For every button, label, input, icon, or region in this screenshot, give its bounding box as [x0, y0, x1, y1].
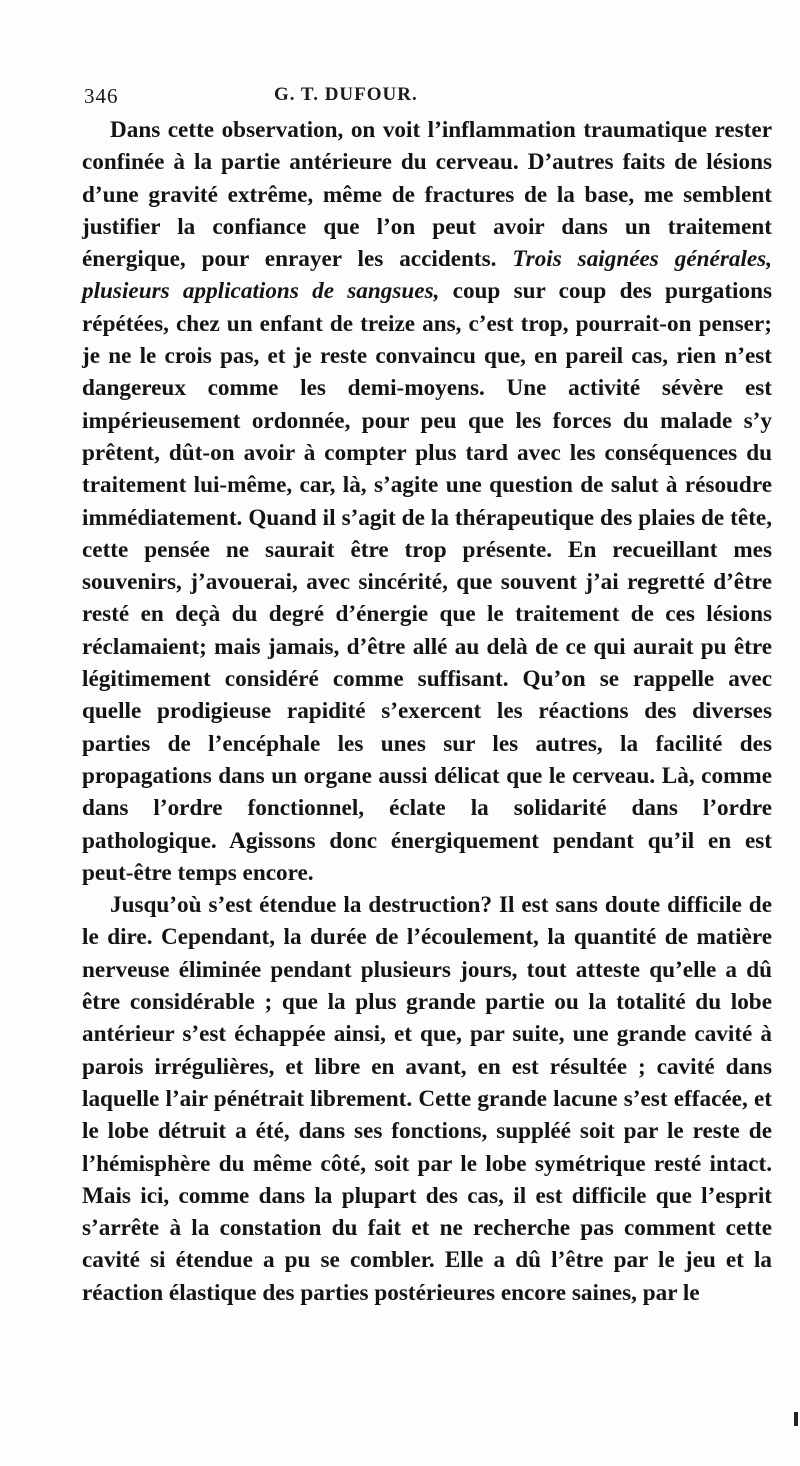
running-head — [84, 84, 774, 112]
running-head-author: G. T. DUFOUR. — [274, 84, 418, 105]
body-text — [82, 114, 772, 1309]
paragraph-1-italic: Trois saignées générales, plusieurs applications de sangsues, — [82, 246, 772, 305]
paragraph-1-text-b: coup sur coup des purgations répétées, chez un enfant de treize ans, c’est trop, pourrait-on penser; je ne le crois pas, et je reste convaincu que, en pareil cas, rien n’est dangereux comme les demi-moyens. Une activité sévère est impérieusement ordonnée, pour peu que les forces du malade s’y prêtent, dût-on avoir à compter plus tard avec les conséquences du traitement lui-même, car, là, s’agite une question de salut à résoudre immédiatement. Quand il s’agit de la thérapeutique des plaies de tête, cette pensée ne saurait être trop présente. En recueillant mes souvenirs, j’avouerai, avec sincérité, que souvent j’ai regretté d’être resté en deçà du degré d’énergie que le traitement de ces lésions réclamaient; mais jamais, d’être allé au delà de ce qui aurait pu être légitimement considéré comme suffisant. Qu’on se rappelle avec quelle prodigieuse rapidité s’exercent les réactions des diverses parties de l’encéphale les unes sur les autres, la facilité des propagations dans un organe aussi délicat que le cerveau. Là, comme dans l’ordre fonctionnel, éclate la solidarité dans l’ordre pathologique. Agissons donc énergiquement pendant qu’il en est peut-être temps encore. — [82, 278, 772, 886]
page-number: 346 — [84, 84, 119, 108]
paragraph-2 — [82, 889, 772, 1309]
paragraph-2-text: Jusqu’où s’est étendue la destruction? Il est sans doute difficile de le dire. Cependant, la durée de l’écoulement, la quantité de matière nerveuse éliminée pendant plusieurs jours, tout atteste qu’elle a dû être considérable ; que la plus grande partie ou la totalité du lobe antérieur s’est échappée ainsi, et que, par suite, une grande cavité à parois irrégulières, et libre en avant, en est résultée ; cavité dans laquelle l’air pénétrait librement. Cette grande lacune s’est effacée, et le lobe détruit a été, dans ses fonctions, suppléé soit par le reste de l’hémisphère du même côté, soit par le lobe symétrique resté intact. Mais ici, comme dans la plupart des cas, il est difficile que l’esprit s’arrête à la constation du fait et ne recherche pas comment cette cavité si étendue a pu se combler. Elle a dû l’être par le jeu et la réaction élastique des parties postérieures encore saines, par le — [82, 892, 772, 1306]
paragraph-1 — [82, 114, 772, 889]
scan-edge-mark — [794, 1412, 798, 1426]
paragraph-1-text-a: Dans cette observation, on voit l’inflammation traumatique rester confinée à la partie antérieure du cerveau. D’autres faits de lésions d’une gravité extrême, même de fractures de la base, me semblent justifier la confiance que l’on peut avoir dans un traitement énergique, pour enrayer les accidents. — [82, 117, 772, 273]
